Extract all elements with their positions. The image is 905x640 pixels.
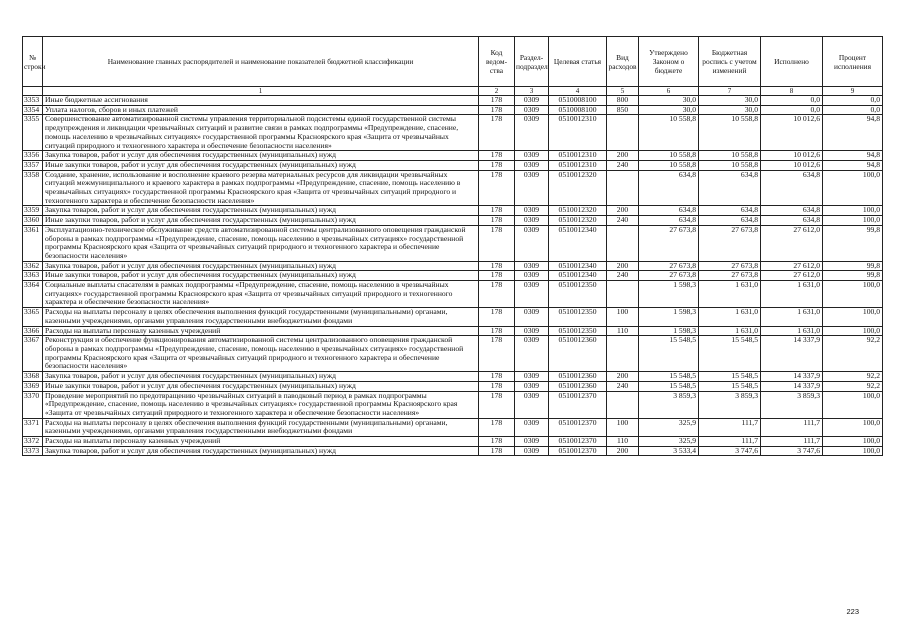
cell-section: 0309 (515, 96, 549, 106)
table-row (23, 372, 883, 382)
cell-approved: 10 558,8 (639, 160, 699, 170)
table-row (23, 381, 883, 391)
cell-expense-type (607, 170, 639, 206)
cell-percent: 99,8 (823, 225, 883, 261)
cell-dept-code: 178 (479, 160, 515, 170)
table-row (23, 281, 883, 308)
cell-expense-type: 200 (607, 446, 639, 456)
column-number: 4 (549, 87, 607, 96)
cell-row-no: 3368 (23, 372, 43, 382)
cell-budget-list: 1 631,0 (699, 326, 761, 336)
column-number: 6 (639, 87, 699, 96)
cell-budget-list: 27 673,8 (699, 261, 761, 271)
cell-dept-code: 178 (479, 151, 515, 161)
cell-dept-code: 178 (479, 225, 515, 261)
cell-expense-type: 800 (607, 96, 639, 106)
cell-expense-type (607, 281, 639, 308)
cell-dept-code: 178 (479, 326, 515, 336)
cell-section: 0309 (515, 418, 549, 436)
cell-target: 0510012350 (549, 281, 607, 308)
cell-target: 0510012360 (549, 381, 607, 391)
table-row (23, 308, 883, 326)
cell-expense-type: 110 (607, 437, 639, 447)
table-row (23, 160, 883, 170)
cell-percent: 100,0 (823, 418, 883, 436)
cell-target: 0510012350 (549, 326, 607, 336)
cell-expense-type (607, 391, 639, 418)
header-expense-type: Вид расходов (607, 37, 639, 87)
cell-section: 0309 (515, 372, 549, 382)
cell-percent: 0,0 (823, 96, 883, 106)
cell-percent: 100,0 (823, 446, 883, 456)
cell-row-no: 3354 (23, 105, 43, 115)
cell-section: 0309 (515, 391, 549, 418)
header-target: Целевая статья (549, 37, 607, 87)
cell-row-no: 3373 (23, 446, 43, 456)
cell-approved: 30,0 (639, 96, 699, 106)
cell-percent: 100,0 (823, 391, 883, 418)
cell-percent: 100,0 (823, 437, 883, 447)
cell-name: Расходы на выплаты персоналу в целях обеспечения выполнения функций государственными (муниципальными) органами, казенными учреждениями, органами управления государственными внебюджетными фондами (43, 418, 479, 436)
table-row (23, 336, 883, 372)
column-number: 3 (515, 87, 549, 96)
cell-budget-list: 15 548,5 (699, 381, 761, 391)
cell-row-no: 3366 (23, 326, 43, 336)
header-row-no: № строки (23, 37, 43, 87)
cell-executed: 634,8 (761, 170, 823, 206)
cell-budget-list: 634,8 (699, 170, 761, 206)
cell-row-no: 3361 (23, 225, 43, 261)
cell-section: 0309 (515, 336, 549, 372)
cell-executed: 14 337,9 (761, 336, 823, 372)
cell-executed: 111,7 (761, 418, 823, 436)
table-row (23, 151, 883, 161)
cell-dept-code: 178 (479, 105, 515, 115)
cell-row-no: 3359 (23, 206, 43, 216)
cell-row-no: 3371 (23, 418, 43, 436)
cell-name: Иные закупки товаров, работ и услуг для обеспечения государственных (муниципальных) нужд (43, 271, 479, 281)
cell-percent: 100,0 (823, 326, 883, 336)
cell-approved: 3 859,3 (639, 391, 699, 418)
cell-section: 0309 (515, 170, 549, 206)
cell-dept-code: 178 (479, 336, 515, 372)
cell-expense-type (607, 115, 639, 151)
cell-target: 0510012340 (549, 271, 607, 281)
table-row (23, 391, 883, 418)
cell-expense-type: 200 (607, 372, 639, 382)
cell-expense-type: 240 (607, 381, 639, 391)
cell-name: Уплата налогов, сборов и иных платежей (43, 105, 479, 115)
cell-executed: 1 631,0 (761, 281, 823, 308)
header-budget-list: Бюджетная роспись с учетом изменений (699, 37, 761, 87)
cell-approved: 1 598,3 (639, 326, 699, 336)
cell-expense-type: 110 (607, 326, 639, 336)
cell-dept-code: 178 (479, 281, 515, 308)
cell-percent: 92,2 (823, 381, 883, 391)
cell-budget-list: 15 548,5 (699, 336, 761, 372)
cell-name: Расходы на выплаты персоналу в целях обеспечения выполнения функций государственными (муниципальными) органами, казенными учреждениями, органами управления государственными внебюджетными фондами (43, 308, 479, 326)
cell-expense-type: 200 (607, 261, 639, 271)
cell-approved: 325,9 (639, 437, 699, 447)
cell-budget-list: 15 548,5 (699, 372, 761, 382)
header-name: Наименование главных распорядителей и наименование показателей бюджетной классификации (43, 37, 479, 87)
cell-name: Расходы на выплаты персоналу казенных учреждений (43, 326, 479, 336)
cell-section: 0309 (515, 115, 549, 151)
header-approved: Утверждено Законом о бюджете (639, 37, 699, 87)
cell-row-no: 3358 (23, 170, 43, 206)
cell-expense-type: 100 (607, 308, 639, 326)
cell-row-no: 3367 (23, 336, 43, 372)
cell-budget-list: 111,7 (699, 418, 761, 436)
cell-dept-code: 178 (479, 96, 515, 106)
column-number: 5 (607, 87, 639, 96)
cell-expense-type: 100 (607, 418, 639, 436)
cell-target: 0510012320 (549, 170, 607, 206)
cell-section: 0309 (515, 151, 549, 161)
cell-dept-code: 178 (479, 216, 515, 226)
cell-dept-code: 178 (479, 437, 515, 447)
cell-approved: 634,8 (639, 206, 699, 216)
cell-percent: 92,2 (823, 372, 883, 382)
cell-row-no: 3364 (23, 281, 43, 308)
column-number: 2 (479, 87, 515, 96)
table-row (23, 446, 883, 456)
cell-executed: 14 337,9 (761, 381, 823, 391)
cell-budget-list: 634,8 (699, 206, 761, 216)
cell-expense-type: 200 (607, 206, 639, 216)
cell-name: Иные бюджетные ассигнования (43, 96, 479, 106)
cell-name: Закупка товаров, работ и услуг для обеспечения государственных (муниципальных) нужд (43, 261, 479, 271)
cell-section: 0309 (515, 160, 549, 170)
header-dept-code: Код ведом-ства (479, 37, 515, 87)
cell-approved: 10 558,8 (639, 115, 699, 151)
cell-percent: 99,8 (823, 271, 883, 281)
cell-section: 0309 (515, 225, 549, 261)
cell-executed: 111,7 (761, 437, 823, 447)
cell-name: Иные закупки товаров, работ и услуг для обеспечения государственных (муниципальных) нужд (43, 216, 479, 226)
cell-target: 0510012320 (549, 216, 607, 226)
cell-approved: 634,8 (639, 216, 699, 226)
cell-row-no: 3363 (23, 271, 43, 281)
cell-approved: 15 548,5 (639, 381, 699, 391)
cell-row-no: 3370 (23, 391, 43, 418)
cell-target: 0510012310 (549, 160, 607, 170)
cell-executed: 0,0 (761, 105, 823, 115)
cell-approved: 15 548,5 (639, 372, 699, 382)
cell-executed: 27 612,0 (761, 225, 823, 261)
cell-dept-code: 178 (479, 308, 515, 326)
cell-target: 0510012360 (549, 336, 607, 372)
cell-dept-code: 178 (479, 418, 515, 436)
cell-budget-list: 3 859,3 (699, 391, 761, 418)
column-number: 1 (43, 87, 479, 96)
cell-name: Совершенствование автоматизированной системы управления территориальной подсистемы единой государственной системы предупреждения и ликвидации чрезвычайных ситуаций и развитие связи в рамках подпрограммы «Предупреждение, спасение, помощь населению в чрезвычайных ситуациях» государственной программы Красноярского края «Защита от чрезвычайных ситуаций природного и техногенного характера и обеспечение безопасности населения» (43, 115, 479, 151)
cell-name: Иные закупки товаров, работ и услуг для обеспечения государственных (муниципальных) нужд (43, 381, 479, 391)
table-header-row (23, 37, 883, 87)
cell-row-no: 3372 (23, 437, 43, 447)
cell-section: 0309 (515, 261, 549, 271)
cell-expense-type: 240 (607, 216, 639, 226)
cell-percent: 0,0 (823, 105, 883, 115)
cell-approved: 27 673,8 (639, 271, 699, 281)
cell-section: 0309 (515, 446, 549, 456)
cell-name: Закупка товаров, работ и услуг для обеспечения государственных (муниципальных) нужд (43, 151, 479, 161)
budget-table-sheet (22, 36, 882, 456)
cell-approved: 27 673,8 (639, 225, 699, 261)
cell-approved: 30,0 (639, 105, 699, 115)
cell-executed: 27 612,0 (761, 261, 823, 271)
cell-approved: 3 533,4 (639, 446, 699, 456)
cell-dept-code: 178 (479, 391, 515, 418)
cell-row-no: 3355 (23, 115, 43, 151)
cell-executed: 10 012,6 (761, 160, 823, 170)
cell-budget-list: 111,7 (699, 437, 761, 447)
page-number: 223 (846, 607, 859, 616)
cell-percent: 94,8 (823, 151, 883, 161)
cell-approved: 15 548,5 (639, 336, 699, 372)
cell-percent: 100,0 (823, 281, 883, 308)
cell-target: 0510012370 (549, 418, 607, 436)
cell-name: Расходы на выплаты персоналу казенных учреждений (43, 437, 479, 447)
cell-row-no: 3356 (23, 151, 43, 161)
cell-percent: 94,8 (823, 160, 883, 170)
cell-name: Эксплуатационно-техническое обслуживание средств автоматизированной системы централизованного оповещения гражданской обороны в рамках подпрограммы «Предупреждение, спасение, помощь населению в чрезвычайных ситуациях» государственной программы Красноярского края «Защита от чрезвычайных ситуаций природного и техногенного характера и обеспечение безопасности населения» (43, 225, 479, 261)
cell-target: 0510012370 (549, 391, 607, 418)
cell-name: Закупка товаров, работ и услуг для обеспечения государственных (муниципальных) нужд (43, 206, 479, 216)
header-percent: Процент исполнения (823, 37, 883, 87)
cell-dept-code: 178 (479, 261, 515, 271)
cell-row-no: 3357 (23, 160, 43, 170)
cell-row-no: 3365 (23, 308, 43, 326)
cell-approved: 325,9 (639, 418, 699, 436)
cell-row-no: 3353 (23, 96, 43, 106)
cell-name: Закупка товаров, работ и услуг для обеспечения государственных (муниципальных) нужд (43, 446, 479, 456)
cell-target: 0510012340 (549, 225, 607, 261)
cell-executed: 27 612,0 (761, 271, 823, 281)
cell-row-no: 3362 (23, 261, 43, 271)
budget-execution-table (22, 36, 883, 456)
cell-executed: 634,8 (761, 216, 823, 226)
table-body (23, 96, 883, 456)
cell-budget-list: 10 558,8 (699, 115, 761, 151)
cell-target: 0510012350 (549, 308, 607, 326)
cell-name: Иные закупки товаров, работ и услуг для обеспечения государственных (муниципальных) нужд (43, 160, 479, 170)
cell-name: Создание, хранение, использование и восполнение краевого резерва материальных ресурсов для ликвидации чрезвычайных ситуаций межмуниципального и краевого характера в рамках подпрограммы «Предупреждение, спасение, помощь населению в чрезвычайных ситуациях» государственной программы Красноярского края «Защита от чрезвычайных ситуаций природного и техногенного характера и обеспечение безопасности населения» (43, 170, 479, 206)
cell-target: 0510012310 (549, 115, 607, 151)
cell-budget-list: 634,8 (699, 216, 761, 226)
cell-executed: 634,8 (761, 206, 823, 216)
cell-approved: 1 598,3 (639, 308, 699, 326)
cell-target: 0510012320 (549, 206, 607, 216)
cell-dept-code: 178 (479, 381, 515, 391)
table-row (23, 96, 883, 106)
cell-budget-list: 30,0 (699, 105, 761, 115)
cell-target: 0510012360 (549, 372, 607, 382)
cell-expense-type: 240 (607, 160, 639, 170)
cell-budget-list: 10 558,8 (699, 151, 761, 161)
cell-section: 0309 (515, 381, 549, 391)
cell-budget-list: 27 673,8 (699, 225, 761, 261)
cell-section: 0309 (515, 206, 549, 216)
cell-executed: 1 631,0 (761, 326, 823, 336)
cell-section: 0309 (515, 271, 549, 281)
cell-budget-list: 1 631,0 (699, 308, 761, 326)
cell-name: Закупка товаров, работ и услуг для обеспечения государственных (муниципальных) нужд (43, 372, 479, 382)
cell-approved: 1 598,3 (639, 281, 699, 308)
cell-expense-type: 200 (607, 151, 639, 161)
column-number: 7 (699, 87, 761, 96)
cell-target: 0510012310 (549, 151, 607, 161)
cell-section: 0309 (515, 281, 549, 308)
cell-section: 0309 (515, 437, 549, 447)
cell-executed: 3 859,3 (761, 391, 823, 418)
cell-approved: 10 558,8 (639, 151, 699, 161)
cell-dept-code: 178 (479, 115, 515, 151)
cell-section: 0309 (515, 326, 549, 336)
cell-executed: 0,0 (761, 96, 823, 106)
cell-percent: 100,0 (823, 216, 883, 226)
header-section: Раздел-подраздел (515, 37, 549, 87)
table-row (23, 418, 883, 436)
cell-target: 0510012370 (549, 437, 607, 447)
cell-expense-type: 240 (607, 271, 639, 281)
cell-name: Проведение мероприятий по предотвращению чрезвычайных ситуаций в паводковый период в рамках подпрограммы «Предупреждение, спасение, помощь населению в чрезвычайных ситуациях» государственной программы Красноярского края «Защита от чрезвычайных ситуаций природного и техногенного характера и обеспечение безопасности населения» (43, 391, 479, 418)
cell-target: 0510008100 (549, 105, 607, 115)
cell-expense-type (607, 225, 639, 261)
cell-percent: 94,8 (823, 115, 883, 151)
cell-percent: 92,2 (823, 336, 883, 372)
cell-budget-list: 3 747,6 (699, 446, 761, 456)
cell-budget-list: 10 558,8 (699, 160, 761, 170)
table-row (23, 225, 883, 261)
table-row (23, 216, 883, 226)
cell-dept-code: 178 (479, 170, 515, 206)
cell-executed: 10 012,6 (761, 115, 823, 151)
cell-budget-list: 1 631,0 (699, 281, 761, 308)
cell-dept-code: 178 (479, 372, 515, 382)
cell-expense-type (607, 336, 639, 372)
header-executed: Исполнено (761, 37, 823, 87)
column-number: 9 (823, 87, 883, 96)
table-row (23, 115, 883, 151)
cell-executed: 10 012,6 (761, 151, 823, 161)
cell-budget-list: 30,0 (699, 96, 761, 106)
cell-section: 0309 (515, 216, 549, 226)
cell-row-no: 3369 (23, 381, 43, 391)
table-row (23, 170, 883, 206)
cell-executed: 14 337,9 (761, 372, 823, 382)
cell-budget-list: 27 673,8 (699, 271, 761, 281)
cell-dept-code: 178 (479, 206, 515, 216)
cell-percent: 100,0 (823, 206, 883, 216)
cell-approved: 27 673,8 (639, 261, 699, 271)
column-number: 8 (761, 87, 823, 96)
cell-target: 0510012370 (549, 446, 607, 456)
cell-executed: 1 631,0 (761, 308, 823, 326)
cell-name: Социальные выплаты спасателям в рамках подпрограммы «Предупреждение, спасение, помощь населению в чрезвычайных ситуациях» государственной программы Красноярского края «Защита от чрезвычайных ситуаций природного и техногенного характера и обеспечение безопасности населения» (43, 281, 479, 308)
cell-percent: 99,8 (823, 261, 883, 271)
cell-section: 0309 (515, 105, 549, 115)
cell-target: 0510012340 (549, 261, 607, 271)
cell-name: Реконструкция и обеспечение функционирования автоматизированной системы централизованного оповещения гражданской обороны в рамках подпрограммы «Предупреждение, спасение, помощь населению в чрезвычайных ситуациях» государственной программы Красноярского края «Защита от чрезвычайных ситуаций природного и техногенного характера и обеспечение безопасности населения» (43, 336, 479, 372)
cell-target: 0510008100 (549, 96, 607, 106)
cell-row-no: 3360 (23, 216, 43, 226)
cell-section: 0309 (515, 308, 549, 326)
table-row (23, 437, 883, 447)
cell-executed: 3 747,6 (761, 446, 823, 456)
cell-dept-code: 178 (479, 446, 515, 456)
cell-expense-type: 850 (607, 105, 639, 115)
cell-percent: 100,0 (823, 170, 883, 206)
cell-dept-code: 178 (479, 271, 515, 281)
cell-approved: 634,8 (639, 170, 699, 206)
cell-percent: 100,0 (823, 308, 883, 326)
